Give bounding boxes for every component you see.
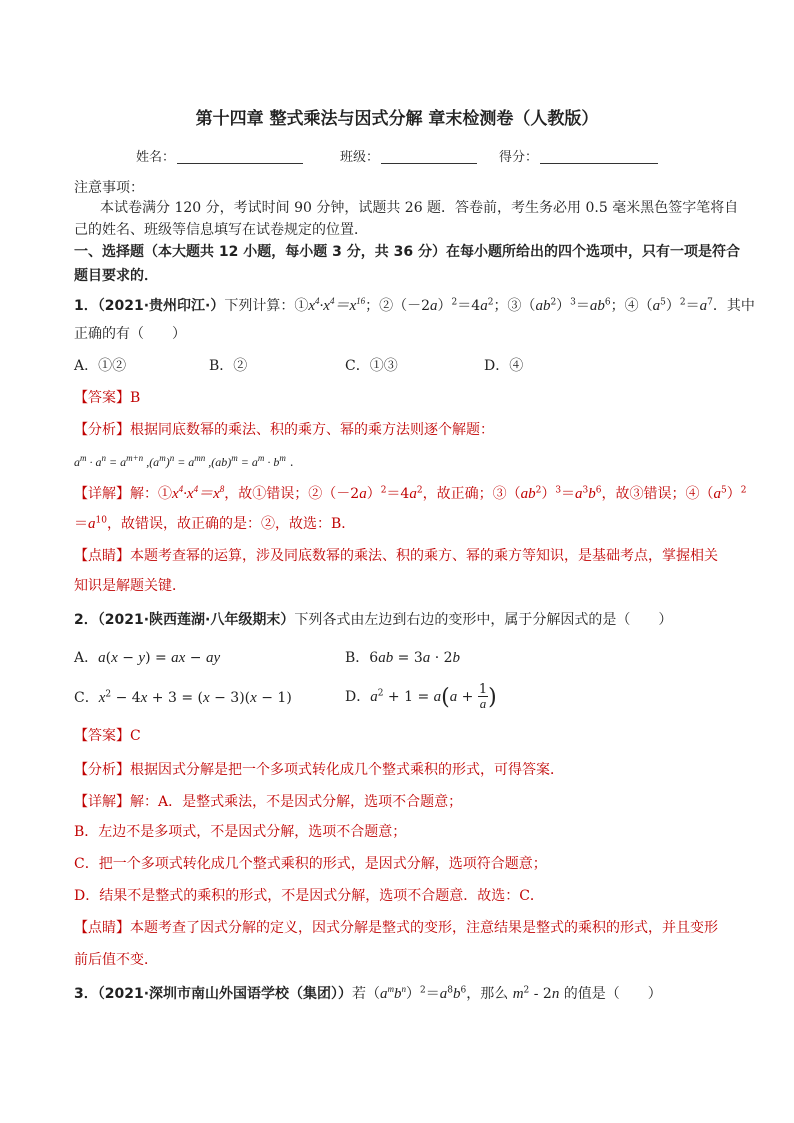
q2-option-b[interactable]: B．6ab = 3a · 2b [345,650,461,666]
q2-answer: 【答案】C [74,728,141,744]
class-field[interactable]: 班级： [340,146,477,165]
q2-comment-cont: 前后值不变． [74,952,158,968]
q1-option-a[interactable]: A．①② [74,358,127,374]
name-field[interactable]: 姓名： [136,146,303,165]
q1-option-d[interactable]: D．④ [484,358,524,374]
q2-comment: 【点睛】本题考查了因式分解的定义，因式分解是整式的变形，注意结果是整式的乘积的形式，并且变形 [74,920,718,936]
question-1-stem-cont: 正确的有（ ） [74,326,186,342]
q2-option-a[interactable]: A．a(x − y) = ax − ay [74,650,221,666]
q2-detail: 【详解】解：A．是整式乘法，不是因式分解，选项不合题意； [74,794,463,810]
question-3-stem: 3．（2021·深圳市南山外国语学校（集团））若$(a^mb^n)^2=a^8b^6$，那么 $m^2 - 2n$ 的值是（ ） [74,984,662,1002]
notice-line-2: 己的姓名、班级等信息填写在试卷规定的位置． [74,222,368,238]
q1-option-b[interactable]: B．② [209,358,248,374]
section-heading-line-1: 一、选择题（本大题共 12 小题，每小题 3 分，共 36 分）在每小题所给出的四个选项中，只有一项是符合 [74,244,740,260]
q1-rules-formula: $a^m \cdot a^n = a^{m+n}$ $,(a^m)^n = a^{mn}$ $,(ab)^m = a^m \cdot b^m$ . [74,453,294,469]
q1-option-c[interactable]: C．①③ [345,358,398,374]
notice-line-1: 本试卷满分 120 分，考试时间 90 分钟，试题共 26 题．答卷前，考生务必用 0.5 毫米黑色签字笔将自 [100,200,739,216]
notice-heading: 注意事项： [74,180,144,196]
q2-detail-c: C．把一个多项式转化成几个整式乘积的形式，是因式分解，选项符合题意； [74,856,547,872]
q2-option-c[interactable]: C．$x^2 - 4x + 3 = (x - 3)(x - 1)$ [74,689,292,706]
question-2-stem: 2．（2021·陕西莲湖·八年级期末）下列各式由左边到右边的变形中，属于分解因式的是（ ） [74,612,673,628]
q1-detail: 【详解】解：$①x^4\cdot x^4=x^8$，故①错误；$②(-2a)^2=4a^2$，故正确；$③(ab^2)^3=a^3b^6$，故③错误；$④(a^5)^2$ [74,484,747,502]
q1-comment: 【点睛】本题考查幂的运算，涉及同底数幂的乘法、积的乘方、幂的乘方等知识，是基础考点，掌握相关 [74,548,718,564]
q2-detail-d: D．结果不是整式的乘积的形式，不是因式分解，选项不合题意．故选：C． [74,888,544,904]
q1-detail-cont: $=a^{10}$，故错误，故正确的是：②，故选：B． [74,515,356,532]
q2-analysis: 【分析】根据因式分解是把一个多项式转化成几个整式乘积的形式，可得答案． [74,762,564,778]
q2-detail-b: B．左边不是多项式，不是因式分解，选项不合题意； [74,824,407,840]
q1-comment-cont: 知识是解题关键． [74,578,186,594]
page-title: 第十四章 整式乘法与因式分解 章末检测卷（人教版） [195,109,599,129]
q2-option-d[interactable]: D．$a^2 + 1 = a(a$ + $\frac{1}{a}$ ) [345,682,497,711]
q1-analysis: 【分析】根据同底数幂的乘法、积的乘方、幂的乘方法则逐个解题： [74,422,494,438]
question-1-stem: 1．（2021·贵州印江·）下列计算：$①x^4\cdot x^4=x^{16}$；$②(-2a)^2=4a^2$；$③(ab^2)^3=ab^6$；$④(a^5)^2=a^7$．其中 [74,296,755,314]
score-field[interactable]: 得分： [499,146,658,165]
q1-answer: 【答案】B [74,390,141,406]
section-heading-line-2: 题目要求的． [74,268,158,284]
